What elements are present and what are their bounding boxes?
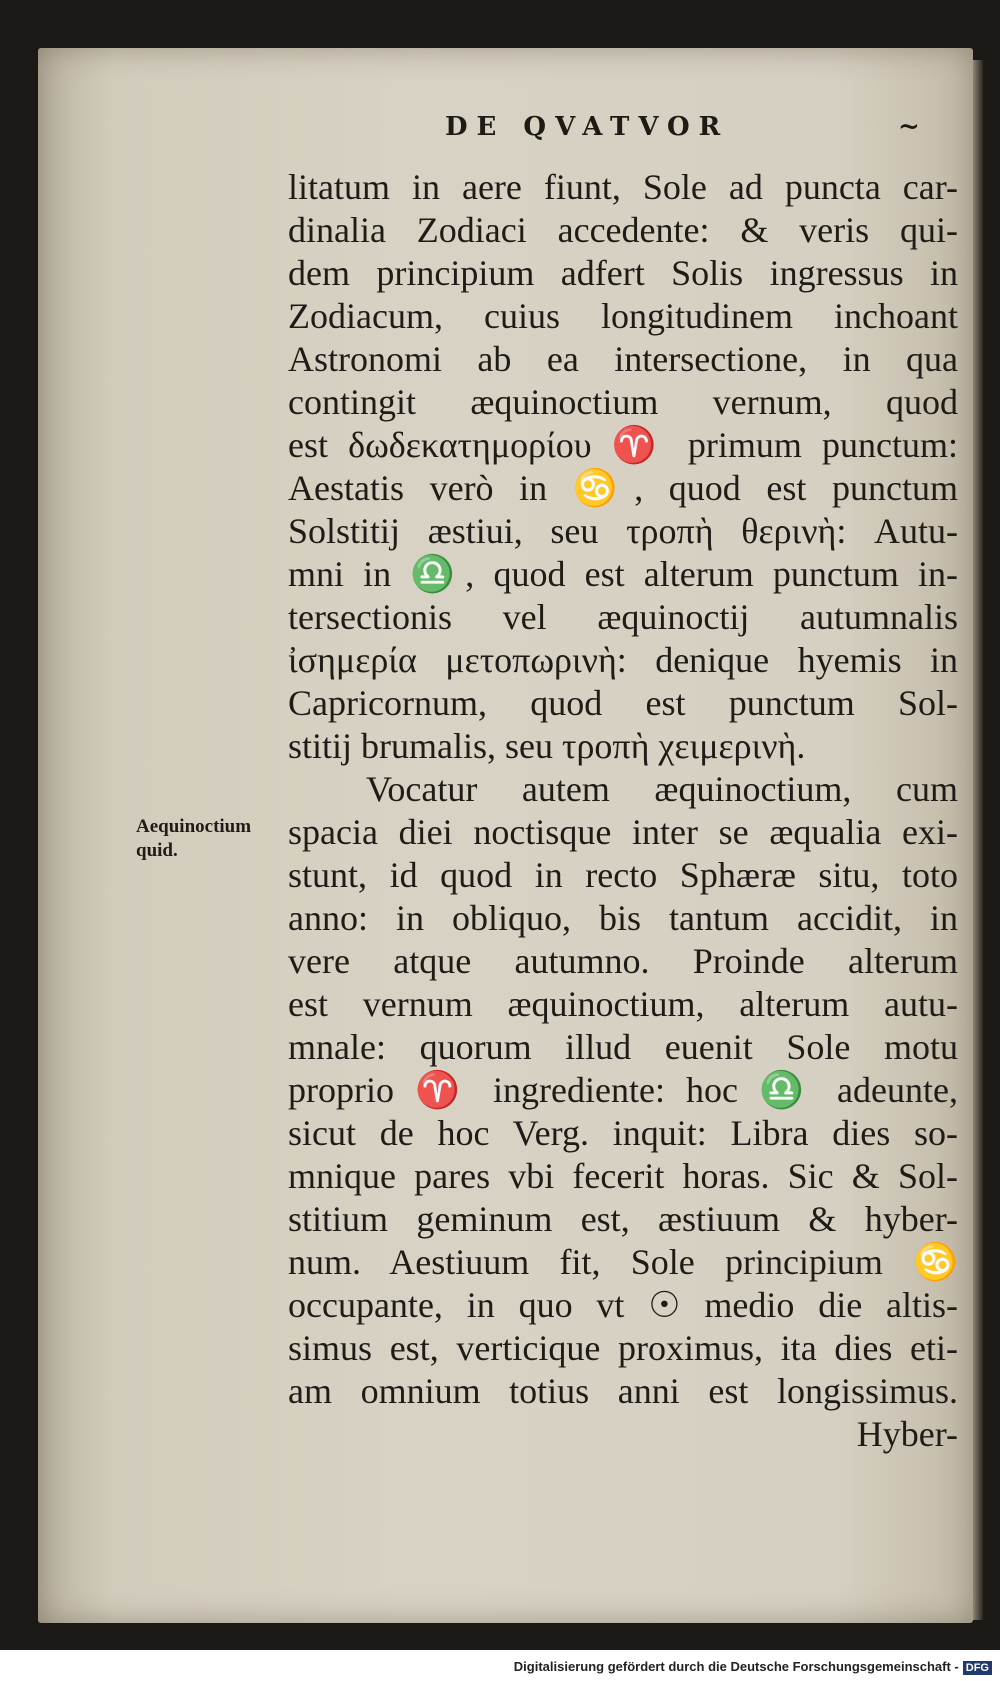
text-line: simus est, verticique proximus, ita dies eti- <box>288 1328 958 1368</box>
text-line: spacia diei noctisque inter se æqualia exi- <box>288 812 958 852</box>
text-line: mnique pares vbi fecerit horas. Sic & Sol- <box>288 1156 958 1196</box>
page-edge-shadow <box>973 60 983 1620</box>
text-line: dinalia Zodiaci accedente: & veris qui- <box>288 210 958 250</box>
text-line: est vernum æquinoctium, alterum autu- <box>288 984 958 1024</box>
running-head-mark: ~ <box>898 112 920 142</box>
digitization-credit <box>514 1659 992 1675</box>
text-line: Aestatis verò in ♋, quod est punctum <box>288 468 958 508</box>
text-line: dem principium adfert Solis ingressus in <box>288 253 958 293</box>
dfg-logo: DFG <box>963 1661 992 1675</box>
text-line: Vocatur autem æquinoctium, cum <box>366 769 958 809</box>
text-line: est δωδεκατημορίου ♈ primum punctum: <box>288 425 958 465</box>
text-line: proprio ♈ ingrediente: hoc ♎ adeunte, <box>288 1070 958 1110</box>
text-line: sicut de hoc Verg. inquit: Libra dies so- <box>288 1113 958 1153</box>
text-line: Astronomi ab ea intersectione, in qua <box>288 339 958 379</box>
text-line: anno: in obliquo, bis tantum accidit, in <box>288 898 958 938</box>
text-line: stunt, id quod in recto Sphæræ situ, toto <box>288 855 958 895</box>
marginal-note: Aequinoctium quid. <box>136 816 252 861</box>
text-line: tersectionis vel æquinoctij autumnalis <box>288 597 958 637</box>
catchword: Hyber- <box>856 1414 958 1454</box>
text-line: occupante, in quo vt ☉ medio die altis- <box>288 1285 958 1325</box>
text-line: stitium geminum est, æstiuum & hyber- <box>288 1199 958 1239</box>
text-line: litatum in aere fiunt, Sole ad puncta car- <box>288 167 958 207</box>
text-line: am omnium totius anni est longissimus. <box>288 1371 958 1411</box>
text-line: num. Aestiuum fit, Sole principium ♋ <box>288 1242 958 1282</box>
body-text <box>288 166 958 1456</box>
text-line: contingit æquinoctium vernum, quod <box>288 382 958 422</box>
text-line: mnale: quorum illud euenit Sole motu <box>288 1027 958 1067</box>
text-line: Zodiacum, cuius longitudinem inchoant <box>288 296 958 336</box>
text-line: Capricornum, quod est punctum Sol- <box>288 683 958 723</box>
text-line: vere atque autumno. Proinde alterum <box>288 941 958 981</box>
text-line: ἰσημερία μετοπωρινὴ: denique hyemis in <box>288 640 958 680</box>
text-line: stitij brumalis, seu τροπὴ χειμερινὴ. <box>288 726 806 766</box>
text-line: Solstitij æstiui, seu τροπὴ θερινὴ: Autu- <box>288 511 958 551</box>
text-line: mni in ♎, quod est alterum punctum in- <box>288 554 958 594</box>
running-head: DE QVATVOR <box>445 112 730 142</box>
credit-text: Digitalisierung gefördert durch die Deutsche Forschungsgemeinschaft - <box>513 1659 959 1674</box>
